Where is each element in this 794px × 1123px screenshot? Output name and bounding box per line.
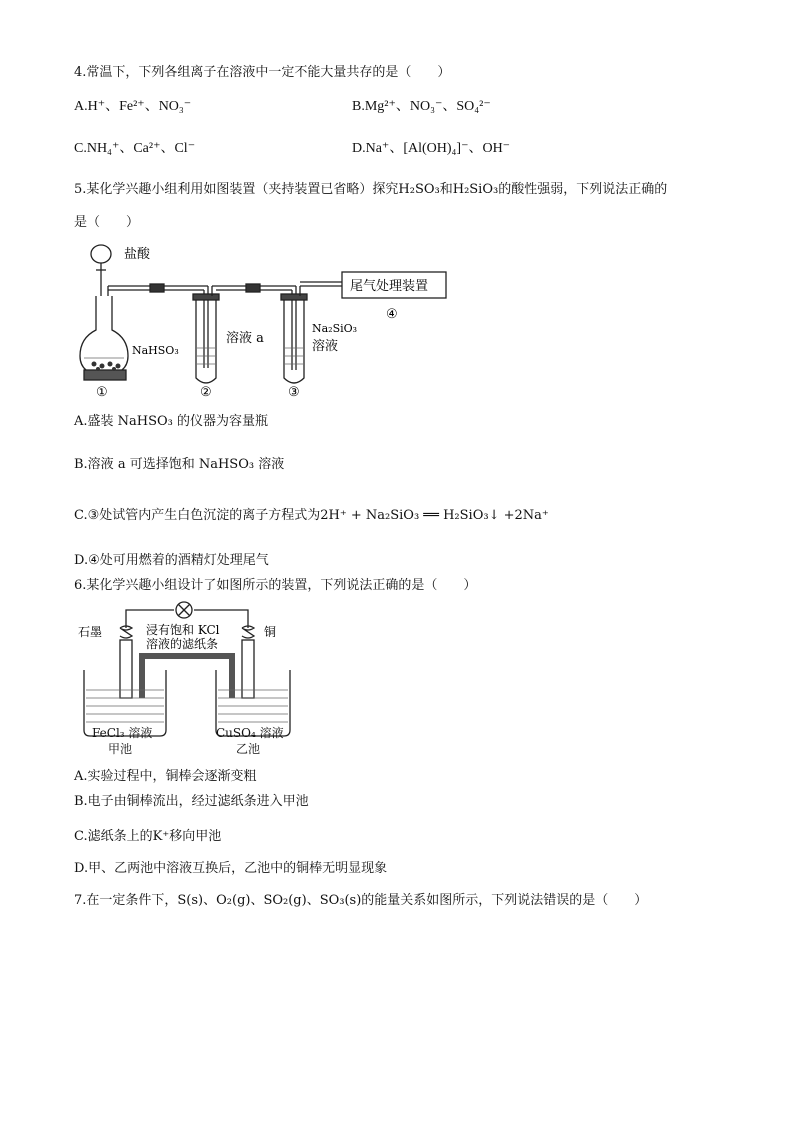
num-1: ①: [96, 385, 108, 400]
q4-option-b: B.Mg²⁺、NO₃⁻、SO₄²⁻: [352, 99, 491, 114]
test-tube-3: [284, 296, 304, 383]
funnel-bulb: [91, 245, 111, 263]
q6-option-c: C.滤纸条上的K⁺移向甲池: [74, 829, 222, 844]
right-pool-label: 乙池: [236, 742, 261, 756]
left-solution-label: FeCl₃ 溶液: [92, 726, 153, 740]
q4-stem: 4.常温下，下列各组离子在溶液中一定不能大量共存的是（ ）: [74, 65, 451, 80]
q6-option-a: A.实验过程中，铜棒会逐渐变粗: [74, 769, 257, 784]
q5-option-d: D.④处可用燃着的酒精灯处理尾气: [74, 553, 269, 568]
q7-stem: 7.在一定条件下，S(s)、O₂(g)、SO₂(g)、SO₃(s)的能量关系如图所示，下列说法错误的是（ ）: [74, 893, 648, 908]
tube2-label: 溶液 a: [226, 331, 264, 346]
acid-label: 盐酸: [124, 247, 151, 262]
flask: [80, 296, 128, 376]
filter-paper-bridge: [142, 656, 232, 698]
left-pool-label: 甲池: [108, 742, 133, 756]
bridge-label-line1: 浸有饱和 KCl: [146, 623, 220, 637]
q4-option-c: C.NH₄⁺、Ca²⁺、Cl⁻: [74, 141, 196, 156]
q5-apparatus-figure: [76, 238, 456, 400]
right-solution-label: CuSO₄ 溶液: [216, 726, 284, 740]
tail-box-label: 尾气处理装置: [350, 279, 429, 294]
q5-stem-line1: 5.某化学兴趣小组利用如图装置（夹持装置已省略）探究H₂SO₃和H₂SiO₃的酸性强弱，下列说法正确的: [74, 182, 668, 197]
q6-option-d: D.甲、乙两池中溶液互换后，乙池中的铜棒无明显现象: [74, 861, 388, 876]
tube3-label-line2: 溶液: [312, 339, 339, 354]
num-2: ②: [200, 385, 212, 400]
q4-option-d: D.Na⁺、[Al(OH)₄]⁻、OH⁻: [352, 141, 511, 156]
copper-electrode: [242, 640, 254, 698]
copper-label: 铜: [264, 625, 277, 639]
q4-option-a: A.H⁺、Fe²⁺、NO₃⁻: [74, 99, 192, 114]
q6-option-b: B.电子由铜棒流出，经过滤纸条进入甲池: [74, 794, 309, 809]
q5-apparatus-svg: [76, 238, 456, 400]
q5-option-a: A.盛装 NaHSO₃ 的仪器为容量瓶: [74, 414, 269, 429]
bridge-label-line2: 溶液的滤纸条: [146, 637, 219, 651]
tube3-label-line1: Na₂SiO₃: [312, 322, 358, 335]
flask-label: NaHSO₃: [132, 344, 179, 357]
q5-option-b: B.溶液 a 可选择饱和 NaHSO₃ 溶液: [74, 457, 285, 472]
num-3: ③: [288, 385, 300, 400]
q6-stem: 6.某化学兴趣小组设计了如图所示的装置，下列说法正确的是（ ）: [74, 578, 477, 593]
test-tube-2: [196, 296, 216, 383]
num-4: ④: [386, 307, 398, 322]
q5-option-c: C.③处试管内产生白色沉淀的离子方程式为2H⁺ + Na₂SiO₃ ══ H₂SiO₃↓ +2Na⁺: [74, 508, 549, 523]
graphite-electrode: [120, 640, 132, 698]
heating-stand: [84, 370, 126, 380]
q5-stem-line2: 是（ ）: [74, 215, 140, 230]
graphite-label: 石墨: [78, 625, 103, 639]
